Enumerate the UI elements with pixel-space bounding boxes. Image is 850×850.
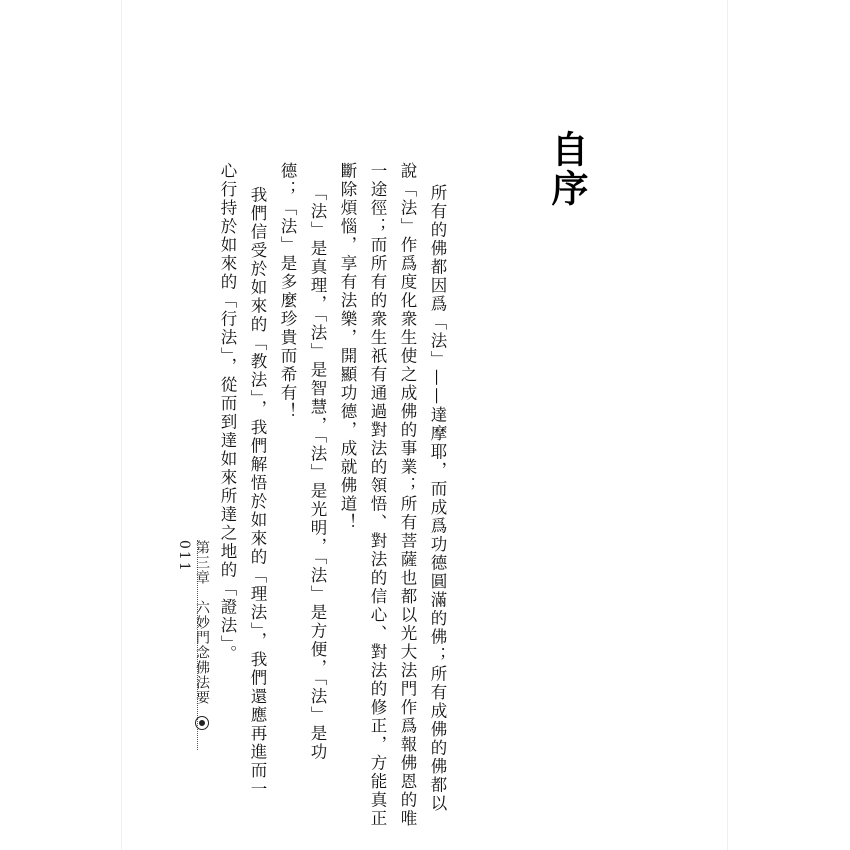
body-column: 一途徑；而所有的衆生祇有通過對法的領悟、對法的信心、對法的修正，方能真正	[368, 162, 387, 828]
body-text	[212, 162, 452, 828]
running-footer	[170, 540, 210, 750]
footer-text	[175, 540, 211, 750]
footer-chapter-title: 第三章 六妙門念佛法要	[194, 540, 210, 705]
body-column: 心行持於如來的「行法」，從而到達如來所達之地的「證法」。	[218, 162, 237, 664]
body-column: 說「法」作爲度化衆生使之成佛的事業；所有菩薩也都以光大法門作爲報佛恩的唯	[398, 162, 417, 828]
body-column: 德；「法」是多麼珍貴而希有！	[278, 162, 297, 421]
body-column: 斷除煩惱，享有法樂，開顯功德，成就佛道！	[338, 162, 357, 532]
page-number: 011	[176, 540, 192, 573]
bullet-circle-icon	[195, 716, 209, 730]
body-column: 「法」是真理，「法」是智慧，「法」是光明，「法」是方便，「法」是功	[308, 184, 327, 762]
body-column: 所有的佛都因爲「法」——達摩耶，而成爲功德圓滿的佛；所有成佛的佛都以	[428, 184, 447, 813]
page-title: 自序	[545, 130, 588, 208]
body-column: 我們信受於如來的「教法」，我們解悟於如來的「理法」，我們還應再進而一	[248, 186, 267, 799]
